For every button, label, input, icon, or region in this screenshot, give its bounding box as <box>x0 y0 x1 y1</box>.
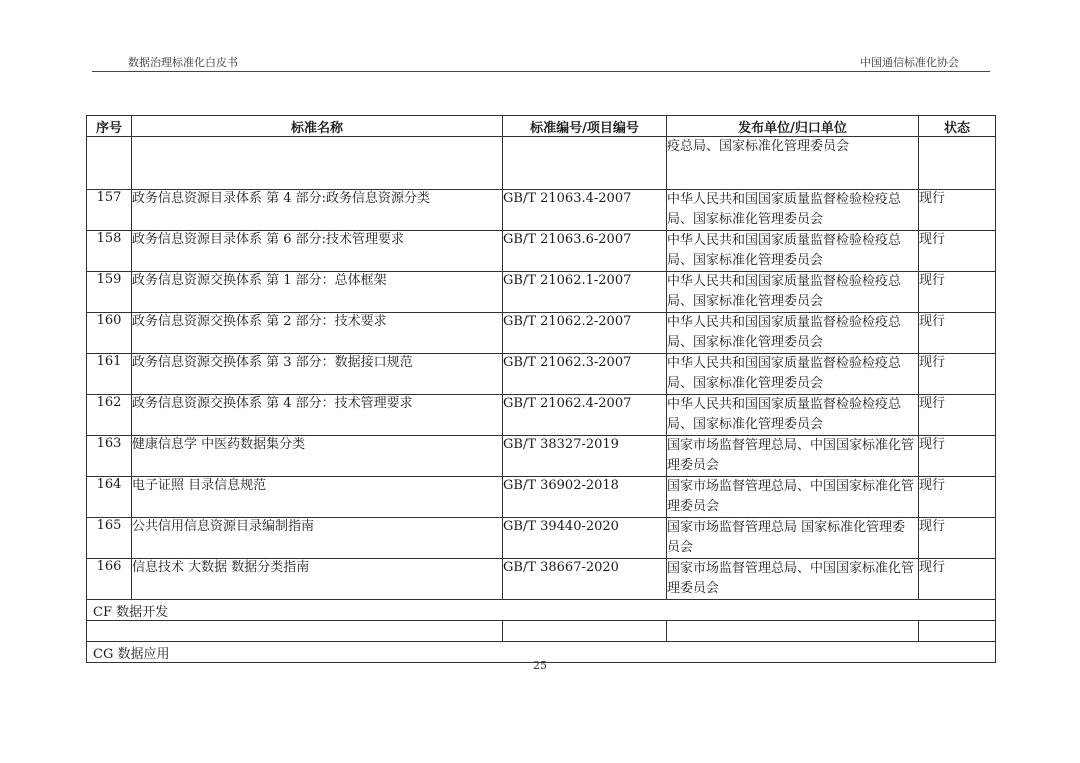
table-row <box>87 190 996 231</box>
standards-table <box>86 115 996 663</box>
column-header-name: 标准名称 <box>132 116 503 137</box>
standard-name: 政务信息资源交换体系 第 4 部分：技术管理要求 <box>132 395 503 436</box>
standard-code: GB/T 21062.2-2007 <box>503 313 667 354</box>
table-cell <box>503 621 667 642</box>
publishing-org: 中华人民共和国国家质量监督检验检疫总局、国家标准化管理委员会 <box>667 272 919 313</box>
table-cell <box>87 137 132 190</box>
publishing-org: 国家市场监督管理总局、中国国家标准化管理委员会 <box>667 477 919 518</box>
column-header-number: 序号 <box>87 116 132 137</box>
standard-code: GB/T 38667-2020 <box>503 559 667 600</box>
status-text: 现行 <box>919 477 996 518</box>
status-text: 现行 <box>919 436 996 477</box>
table-row <box>87 354 996 395</box>
standard-name: 信息技术 大数据 数据分类指南 <box>132 559 503 600</box>
table-row-continuation <box>87 137 996 190</box>
row-number: 163 <box>87 436 132 477</box>
status-text: 现行 <box>919 559 996 600</box>
status-text: 现行 <box>919 354 996 395</box>
status-text: 现行 <box>919 518 996 559</box>
standard-code: GB/T 21062.4-2007 <box>503 395 667 436</box>
table-row <box>87 518 996 559</box>
publishing-org: 国家市场监督管理总局 国家标准化管理委员会 <box>667 518 919 559</box>
standard-code: GB/T 21063.6-2007 <box>503 231 667 272</box>
section-heading-cg: CG 数据应用 <box>87 642 996 663</box>
table-row <box>87 395 996 436</box>
document-title: 数据治理标准化白皮书 <box>128 56 238 69</box>
table-row <box>87 559 996 600</box>
table-row-empty <box>87 621 996 642</box>
page-header <box>92 52 989 70</box>
standard-code: GB/T 21062.1-2007 <box>503 272 667 313</box>
table-row <box>87 231 996 272</box>
status-text: 现行 <box>919 395 996 436</box>
status-text: 现行 <box>919 272 996 313</box>
row-number: 164 <box>87 477 132 518</box>
publishing-org: 中华人民共和国国家质量监督检验检疫总局、国家标准化管理委员会 <box>667 354 919 395</box>
table-row <box>87 313 996 354</box>
row-number: 157 <box>87 190 132 231</box>
standard-name: 电子证照 目录信息规范 <box>132 477 503 518</box>
status-text: 现行 <box>919 313 996 354</box>
table-cell-org: 疫总局、国家标准化管理委员会 <box>667 137 919 190</box>
status-text: 现行 <box>919 231 996 272</box>
standard-name: 健康信息学 中医药数据集分类 <box>132 436 503 477</box>
standard-name: 公共信用信息资源目录编制指南 <box>132 518 503 559</box>
table-row <box>87 477 996 518</box>
table-cell <box>919 137 996 190</box>
table-cell <box>87 621 503 642</box>
table-cell <box>919 621 996 642</box>
table-cell <box>667 621 919 642</box>
row-number: 162 <box>87 395 132 436</box>
row-number: 165 <box>87 518 132 559</box>
table-row <box>87 436 996 477</box>
page-number: 25 <box>533 659 547 672</box>
section-row-cf <box>87 600 996 621</box>
standard-code: GB/T 38327-2019 <box>503 436 667 477</box>
publishing-org: 中华人民共和国国家质量监督检验检疫总局、国家标准化管理委员会 <box>667 395 919 436</box>
row-number: 159 <box>87 272 132 313</box>
section-heading-cf: CF 数据开发 <box>87 600 996 621</box>
row-number: 166 <box>87 559 132 600</box>
standard-code: GB/T 21063.4-2007 <box>503 190 667 231</box>
table-cell <box>503 137 667 190</box>
standard-name: 政务信息资源目录体系 第 6 部分:技术管理要求 <box>132 231 503 272</box>
publishing-org: 国家市场监督管理总局、中国国家标准化管理委员会 <box>667 436 919 477</box>
row-number: 158 <box>87 231 132 272</box>
standard-name: 政务信息资源交换体系 第 3 部分：数据接口规范 <box>132 354 503 395</box>
row-number: 161 <box>87 354 132 395</box>
column-header-org: 发布单位/归口单位 <box>667 116 919 137</box>
table-row <box>87 272 996 313</box>
publishing-org: 中华人民共和国国家质量监督检验检疫总局、国家标准化管理委员会 <box>667 190 919 231</box>
row-number: 160 <box>87 313 132 354</box>
table-header-row <box>87 116 996 137</box>
publishing-org: 国家市场监督管理总局、中国国家标准化管理委员会 <box>667 559 919 600</box>
standard-code: GB/T 21062.3-2007 <box>503 354 667 395</box>
standard-code: GB/T 36902-2018 <box>503 477 667 518</box>
header-divider <box>92 71 990 72</box>
table-cell <box>132 137 503 190</box>
standard-name: 政务信息资源目录体系 第 4 部分:政务信息资源分类 <box>132 190 503 231</box>
column-header-code: 标准编号/项目编号 <box>503 116 667 137</box>
column-header-status: 状态 <box>919 116 996 137</box>
standard-name: 政务信息资源交换体系 第 2 部分：技术要求 <box>132 313 503 354</box>
standard-code: GB/T 39440-2020 <box>503 518 667 559</box>
publishing-org: 中华人民共和国国家质量监督检验检疫总局、国家标准化管理委员会 <box>667 313 919 354</box>
standard-name: 政务信息资源交换体系 第 1 部分：总体框架 <box>132 272 503 313</box>
publishing-org: 中华人民共和国国家质量监督检验检疫总局、国家标准化管理委员会 <box>667 231 919 272</box>
status-text: 现行 <box>919 190 996 231</box>
organization-name: 中国通信标准化协会 <box>860 56 959 69</box>
